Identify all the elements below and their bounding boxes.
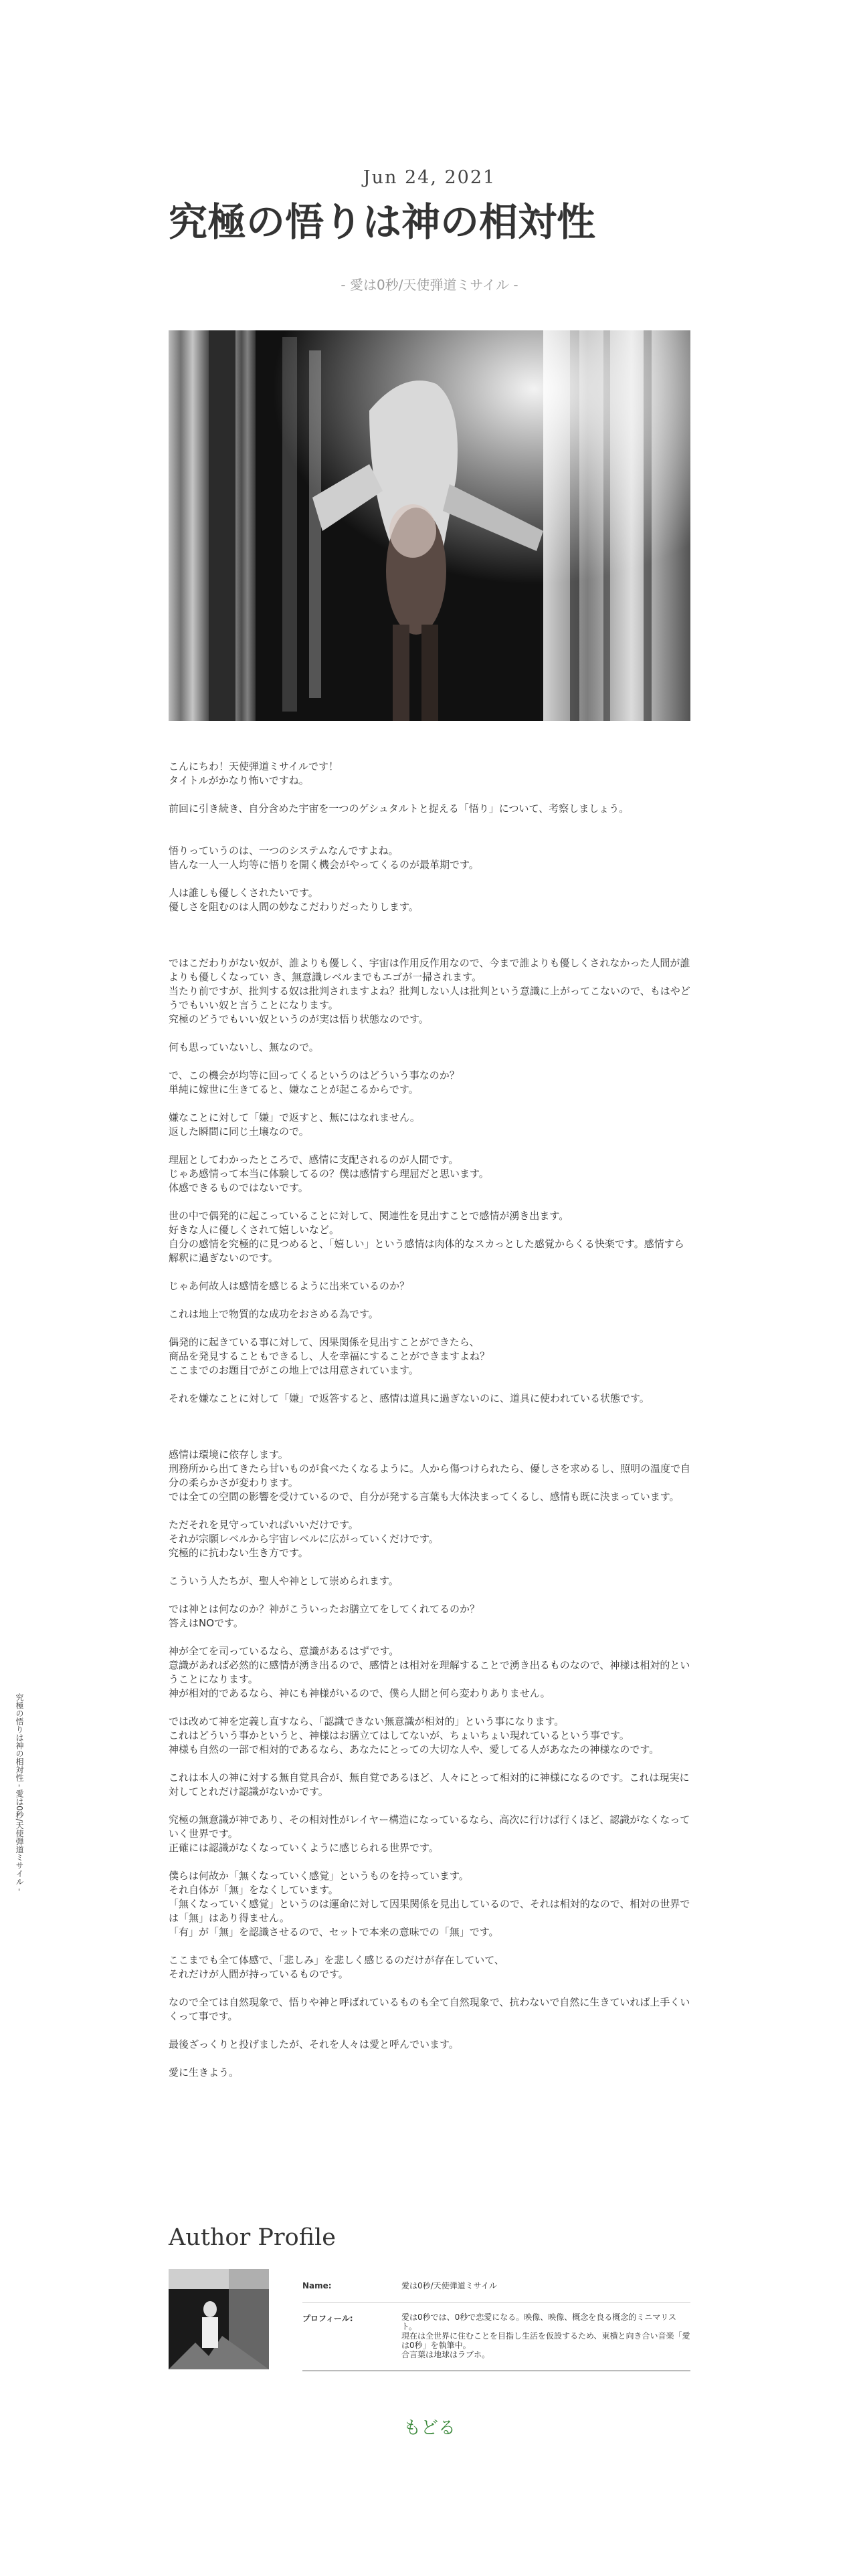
- body-paragraph: では改めて神を定義し直すなら、「認識できない無意識が相対的」という事になります。 これはどういう事かというと、神様はお膳立てはしてないが、ちょいちょい現れているという事です。 神様も自然の一部で相対的であるなら、あなたにとっての大切な人や、愛してる人があなたの神様なのです。: [169, 1715, 660, 1755]
- body-paragraph: 愛に生きよう。: [169, 2066, 240, 2078]
- name-value: 愛は0秒/天使弾道ミサイル: [401, 2281, 497, 2290]
- profile-value: 愛は0秒では、0秒で恋愛になる。映像、映像、概念を良る概念的ミニマリスト。 現在は全世界に住むことを目指し生活を仮設するため、東横と向き合い音楽「愛は0秒」を執筆中。 合言葉は地球はラブホ。: [401, 2313, 690, 2359]
- body-paragraph: 感情は環境に依存します。 刑務所から出てきたら甘いものが食べたくなるように。人から傷つけられたら、優しさを求めるし、照明の温度で自分の柔らかさが変わります。 では全ての空間の影響を受けているので、自分が発する言葉も大体決まってくるし、感情も既に決まっています。: [169, 1448, 691, 1503]
- avatar-photo: [169, 2269, 269, 2369]
- body-paragraph: 人は誰しも優しくされたいです。 優しさを阻むのは人間の妙なこだわりだったりします。: [169, 887, 419, 913]
- body-paragraph: ではこだわりがない奴が、誰よりも優しく、宇宙は作用反作用なので、今まで誰よりも優しくされなかった人間が誰よりも優しくなってい き、無意識レベルまでもエゴが一掃されます。 当たり前ですが、批判する奴は批判されますよね？批判しない人は批判という意識に上がってこないので、もはやどうでもいい奴と言うことになります。 究極のどうでもいい奴というのが実は悟り状態なのです。: [169, 957, 690, 1025]
- body-paragraph: じゃあ何故人は感情を感じるように出来ているのか？: [169, 1280, 410, 1292]
- body-paragraph: 悟りっていうのは、一つのシステムなんですよね。 皆んな一人一人均等に悟りを開く機会がやってくるのが最革期です。: [169, 845, 479, 871]
- post-date: Jun 24, 2021: [363, 167, 496, 188]
- back-link[interactable]: もどる: [403, 2418, 456, 2438]
- body-paragraph: 嫌なことに対して「嫌」で返すと、無にはなれません。 返した瞬間に同じ土壌なので。: [169, 1111, 420, 1138]
- body-paragraph: 何も思っていないし、無なので。: [169, 1041, 319, 1053]
- name-label: Name:: [302, 2281, 332, 2290]
- body-paragraph: これは本人の神に対する無自覚具合が、無自覚であるほど、人々にとって相対的に神様になるのです。これは現実に対してとれだけ認識がないかです。: [169, 1772, 690, 1798]
- profile-table: [302, 2269, 690, 2371]
- hero-photo: [169, 330, 690, 721]
- body-paragraph: ただそれを見守っていればいいだけです。 それが宗願レベルから宇宙レベルに広がっていくだけです。 究極的に抗わない生き方です。: [169, 1519, 439, 1559]
- body-paragraph: 世の中で偶発的に起こっていることに対して、関連性を見出すことで感情が湧き出ます。 好きな人に優しくされて嬉しいなど。 自分の感情を究極的に見つめると、「嬉しい」という感情は肉体的なスカっとした感覚からくる快楽です。感情すら解釈に過ぎないのです。: [169, 1210, 684, 1264]
- profile-row-name: [302, 2269, 690, 2303]
- body-paragraph: それを嫌なことに対して「嫌」で返答すると、感情は道具に過ぎないのに、道具に使われている状態です。: [169, 1392, 650, 1404]
- body-paragraph: これは地上で物質的な成功をおさめる為です。: [169, 1308, 379, 1320]
- body-paragraph: こういう人たちが、聖人や神として崇められます。: [169, 1575, 399, 1587]
- body-paragraph: 神が全てを司っているなら、意識があるはずです。 意識があれば必然的に感情が湧き出るので、感情とは相対を理解することで湧き出るものなので、神様は相対的ということになります。 神が相対的であるなら、神にも神様がいるので、僕ら人間と何ら変わりありません。: [169, 1645, 690, 1699]
- body-paragraph: で、この機会が均等に回ってくるというのはどういう事なのか？ 単純に嫁世に生きてると、嫌なことが起こるからです。: [169, 1069, 460, 1095]
- author-avatar: [169, 2269, 269, 2369]
- body-paragraph: 前回に引き続き、自分含めた宇宙を一つのゲシュタルトと捉える「悟り」について、考察しましょう。: [169, 802, 630, 815]
- author-line: - 愛は0秒/天使弾道ミサイル -: [341, 277, 518, 293]
- body-paragraph: なので全ては自然現象で、悟りや神と呼ばれているものも全て自然現象で、抗わないで自然に生きていれば上手くいくって事です。: [169, 1996, 690, 2022]
- body-paragraph: こんにちわ！天使弾道ミサイルです！ タイトルがかなり怖いですね。: [169, 760, 339, 786]
- body-paragraph: では神とは何なのか？神がこういったお膳立てをしてくれてるのか？ 答えはNOです。: [169, 1603, 480, 1629]
- profile-heading: Author Profile: [169, 2224, 336, 2251]
- hero-image: [169, 330, 690, 721]
- body-paragraph: 理屈としてわかったところで、感情に支配されるのが人間です。 じゃあ感情って本当に体験してるの？僕は感情すら理屈だと思います。 体感できるものではないです。: [169, 1154, 489, 1194]
- body-paragraph: ここまでも全て体感で、「悲しみ」を悲しく感じるのだけが存在していて、 それだけが人間が持っているものです。: [169, 1954, 504, 1980]
- side-title: 究極の悟りは神の相対性 - 愛は0秒/天使弾道ミサイル -: [15, 1693, 24, 1891]
- body-paragraph: 僕らは何故か「無くなっていく感覚」というものを持っています。 それ自体が「無」をなくしています。 「無くなっていく感覚」というのは運命に対して因果関係を見出しているので、それは相対的なので、相対の世界では「無」はあり得ません。 「有」が「無」を認識させるので、セットで本来の意味での「無」です。: [169, 1870, 690, 1938]
- body-paragraph: 偶発的に起きている事に対して、因果関係を見出すことができたら、 商品を発見することもできるし、人を幸福にすることができますよね？ ここまでのお題目でがこの地上では用意されています。: [169, 1336, 490, 1376]
- profile-label: プロフィール:: [302, 2314, 353, 2323]
- body-paragraph: 最後ざっくりと投げましたが、それを人々は愛と呼んでいます。: [169, 2038, 459, 2050]
- post-title: 究極の悟りは神の相対性: [169, 199, 596, 245]
- profile-row-bio: [302, 2303, 690, 2371]
- article-body: [169, 760, 690, 2094]
- body-paragraph: 究極の無意識が神であり、その相対性がレイヤー構造になっているなら、高次に行けば行くほど、認識がなくなっていく世界です。 正確には認識がなくなっていくように感じられる世界です。: [169, 1814, 690, 1854]
